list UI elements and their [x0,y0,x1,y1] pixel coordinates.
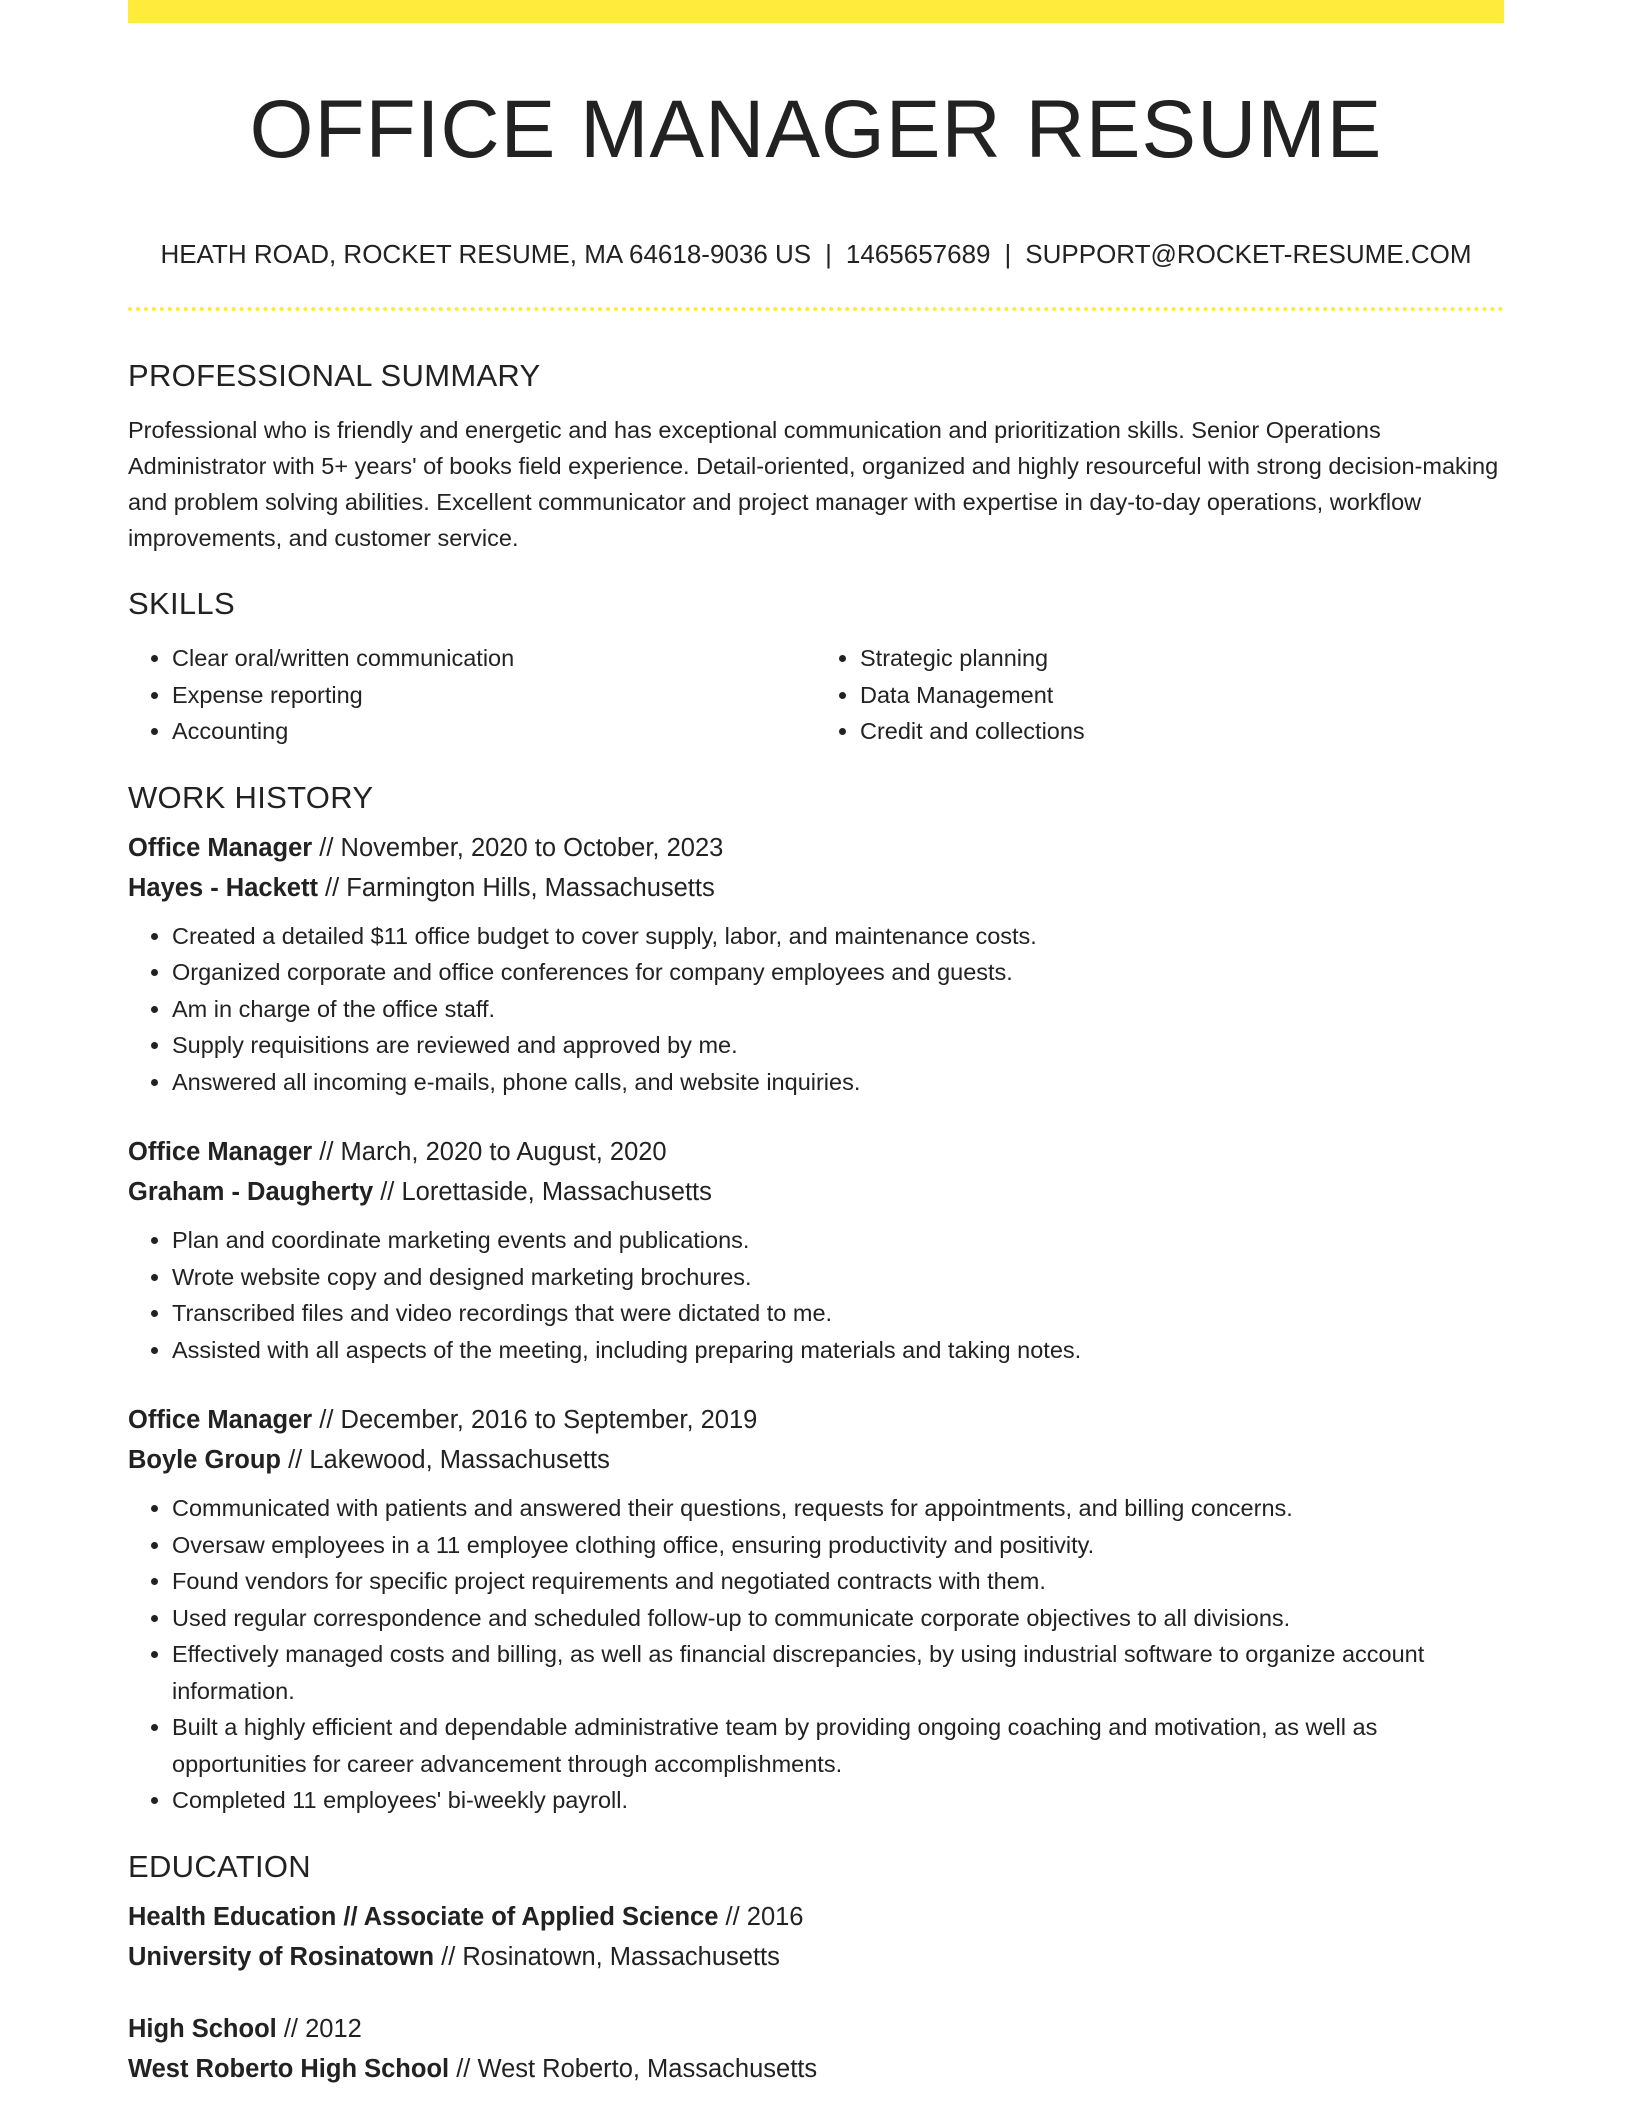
contact-address: HEATH ROAD, ROCKET RESUME, MA 64618-9036 US [160,239,812,269]
education-degree-line [128,1897,1504,1937]
job-location: // Lakewood, Massachusetts [281,1446,610,1474]
job-company: Hayes - Hackett [128,873,318,902]
job-company: Boyle Group [128,1446,282,1474]
skill-item: • Accounting [172,713,816,750]
education-school-line [128,2049,1504,2089]
education-entry [128,1897,1504,1977]
skills-columns [128,640,1504,750]
job-bullet: • Am in charge of the office staff. [172,991,1504,1028]
job-title: Office Manager [128,833,313,862]
job-bullets [128,918,1504,1101]
job-bullet: • Supply requisitions are reviewed and approved by me. [172,1027,1504,1064]
job-title-line [128,1132,1504,1172]
summary-section [128,350,1504,556]
summary-heading: PROFESSIONAL SUMMARY [128,358,541,393]
contact-email: SUPPORT@ROCKET-RESUME.COM [1025,239,1472,269]
job-bullet: • Communicated with patients and answered their questions, requests for appointments, and billing concerns. [172,1490,1504,1527]
education-location: // West Roberto, Massachusetts [449,2054,818,2083]
resume-content [128,350,1504,2089]
education-year: // 2012 [276,2014,362,2043]
job-title: Office Manager [128,1406,313,1434]
job-entry [128,1400,1504,1819]
education-degree-line [128,2009,1504,2049]
job-bullet: • Assisted with all aspects of the meeting, including preparing materials and taking notes. [172,1332,1504,1369]
job-bullet: • Wrote website copy and designed marketing brochures. [172,1259,1504,1296]
contact-phone: 1465657689 [845,239,991,269]
skill-item: • Clear oral/written communication [172,640,816,677]
work-history-section [128,772,1504,1819]
job-title: Office Manager [128,1138,313,1166]
contact-line [128,236,1504,272]
job-bullet: • Answered all incoming e-mails, phone calls, and website inquiries. [172,1064,1504,1101]
job-company: Graham - Daugherty [128,1178,374,1206]
accent-top-bar [128,0,1504,23]
job-bullet: • Transcribed files and video recordings that were dictated to me. [172,1295,1504,1332]
job-title-line [128,1400,1504,1440]
skills-section [128,578,1504,750]
job-bullet: • Oversaw employees in a 11 employee clothing office, ensuring productivity and positivity. [172,1527,1504,1564]
job-company-line [128,868,1504,908]
contact-separator: | [1004,239,1012,269]
job-bullets [128,1222,1504,1368]
job-location: // Lorettaside, Massachusetts [373,1178,712,1206]
job-dates: // March, 2020 to August, 2020 [312,1138,667,1166]
education-year: // 2016 [718,1902,804,1931]
education-section [128,1841,1504,2089]
work-history-heading: WORK HISTORY [128,779,374,815]
dotted-divider [128,307,1504,311]
job-bullet: • Built a highly efficient and dependable administrative team by providing ongoing coaching and motivation, as well as opportunities for career advancement through accomplishments. [172,1709,1504,1782]
skills-list-left [128,640,816,750]
skill-item: • Strategic planning [860,640,1504,677]
contact-separator: | [825,239,832,269]
skills-heading: SKILLS [128,586,235,621]
education-entry [128,2009,1504,2089]
education-degree: High School [128,2014,277,2043]
education-school: University of Rosinatown [128,1942,435,1971]
job-dates: // November, 2020 to October, 2023 [312,833,724,862]
job-dates: // December, 2016 to September, 2019 [312,1406,758,1434]
education-school-line [128,1937,1504,1977]
job-bullet: • Organized corporate and office conferences for company employees and guests. [172,954,1504,991]
job-entry [128,828,1504,1101]
job-title-line [128,828,1504,868]
skill-item: • Expense reporting [172,677,816,714]
skill-item: • Credit and collections [860,713,1504,750]
job-bullet: • Created a detailed $11 office budget to cover supply, labor, and maintenance costs. [172,918,1504,955]
job-entry [128,1132,1504,1368]
page-title: OFFICE MANAGER RESUME [249,84,1383,175]
job-bullet: • Found vendors for specific project requirements and negotiated contracts with them. [172,1563,1504,1600]
education-school: West Roberto High School [128,2054,450,2083]
summary-text: Professional who is friendly and energetic and has exceptional communication and prioritization skills. Senior Operations Administrator with 5+ years' of books field experience. Detail-oriented, organized and highly resourceful with strong decision-making and problem solving abilities. Excellent communicator and project manager with expertise in day-to-day operations, workflow improvements, and customer service. [128,417,1499,551]
job-company-line [128,1172,1504,1212]
skills-list-right [816,640,1504,750]
job-bullet: • Plan and coordinate marketing events and publications. [172,1222,1504,1259]
job-bullets [128,1490,1504,1819]
education-degree: Health Education // Associate of Applied Science [128,1902,719,1931]
job-location: // Farmington Hills, Massachusetts [317,873,715,902]
education-location: // Rosinatown, Massachusetts [434,1942,780,1971]
education-heading: EDUCATION [128,1848,311,1884]
job-company-line [128,1440,1504,1480]
job-bullet: • Effectively managed costs and billing, as well as financial discrepancies, by using industrial software to organize account information. [172,1636,1504,1709]
job-bullet: • Used regular correspondence and scheduled follow-up to communicate corporate objectives to all divisions. [172,1600,1504,1637]
job-bullet: • Completed 11 employees' bi-weekly payroll. [172,1782,1504,1819]
skill-item: • Data Management [860,677,1504,714]
